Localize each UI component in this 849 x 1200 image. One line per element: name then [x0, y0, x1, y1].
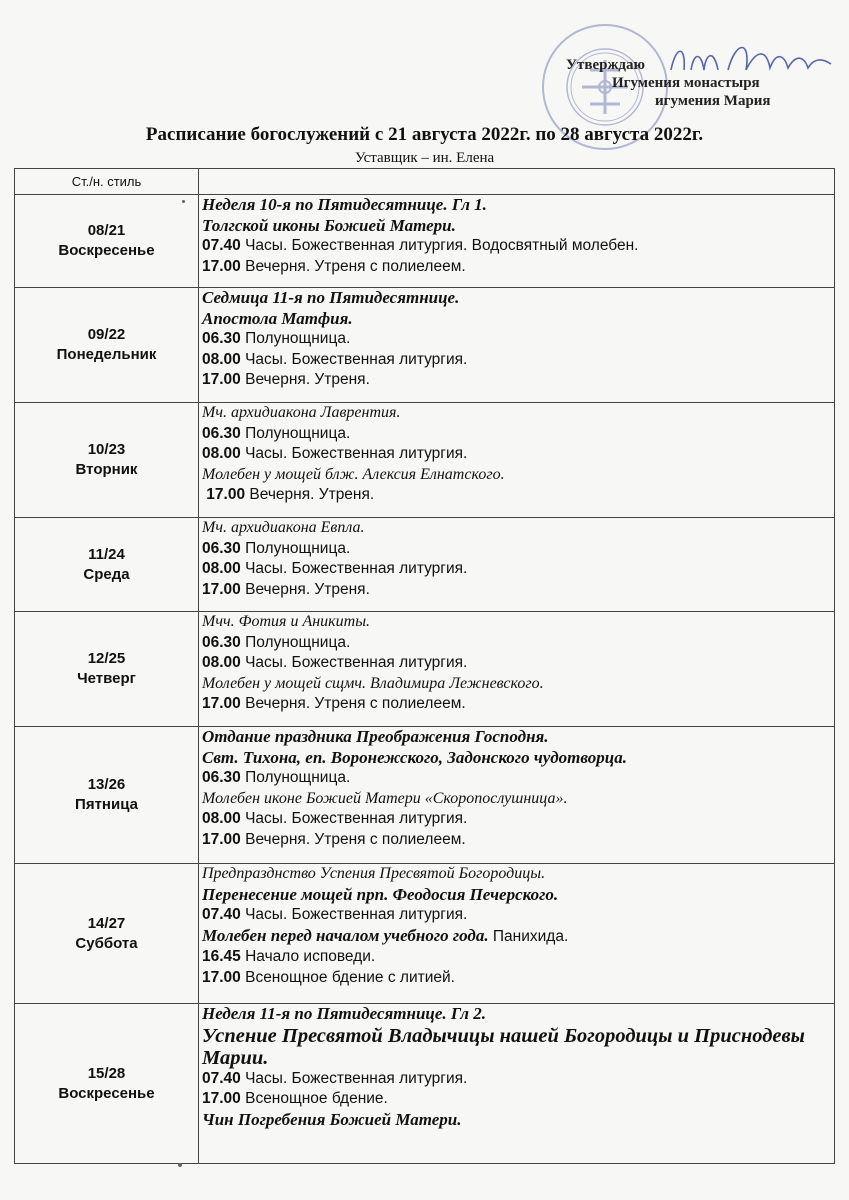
service-line	[202, 485, 834, 506]
service-time: 17.00	[202, 371, 241, 388]
table-row	[15, 727, 835, 864]
table-row	[15, 1004, 835, 1164]
service-line	[202, 424, 834, 445]
service-time: 17.00	[202, 1090, 241, 1107]
services-cell	[199, 403, 835, 518]
approval-block	[560, 56, 820, 110]
service-time: 07.40	[202, 1069, 241, 1087]
service-text: Панихида.	[488, 927, 569, 945]
day-cell	[15, 864, 199, 1004]
feast-line: Неделя 10-я по Пятидесятнице. Гл 1.	[202, 195, 487, 214]
approval-line-3: игумения Мария	[655, 93, 771, 109]
feast-line: Свт. Тихона, еп. Воронежского, Задонского чудотворца.	[202, 747, 627, 767]
service-bold-text: Молебен перед началом учебного года.	[202, 925, 489, 945]
service-text: Часы. Божественная литургия.	[240, 445, 468, 462]
page-title: Расписание богослужений с 21 августа 2022г. по 28 августа 2022г.	[145, 124, 704, 145]
commemoration-line: Молебен у мощей блж. Алексия Елнатского.	[202, 465, 505, 483]
service-line	[202, 905, 834, 926]
service-line	[202, 1089, 834, 1110]
service-text: Часы. Божественная литургия.	[240, 350, 468, 368]
service-time: 08.00	[202, 560, 241, 577]
service-text: Начало исповеди.	[240, 948, 376, 965]
commemoration-line: Молебен у мощей сщмч. Владимира Лежневского.	[202, 674, 544, 692]
weekday-label: Воскресенье	[58, 242, 155, 259]
day-cell	[15, 612, 199, 727]
service-text: Вечерня. Утреня.	[240, 371, 370, 388]
service-time: 17.00	[202, 486, 246, 503]
service-text: Вечерня. Утреня с полиелеем.	[240, 695, 466, 712]
service-text: Часы. Божественная литургия.	[240, 810, 468, 827]
commemoration-line: Мч. архидиакона Лаврентия.	[202, 404, 401, 421]
service-line	[202, 830, 834, 851]
feast-line-large: Успение Пресвятой Владычицы нашей Богородицы и Приснодевы Марии.	[202, 1024, 805, 1069]
service-time: 08.00	[202, 810, 241, 827]
service-line	[202, 633, 834, 654]
service-text: Часы. Божественная литургия.	[240, 1069, 468, 1087]
table-row	[15, 612, 835, 727]
date-label: 11/24	[88, 545, 125, 563]
service-text: Полунощница.	[240, 424, 351, 442]
service-text: Часы. Божественная литургия.	[240, 654, 468, 671]
table-row	[15, 288, 835, 403]
header-blank-cell	[199, 169, 835, 195]
date-label: 09/22	[87, 326, 126, 343]
day-cell	[15, 1004, 199, 1164]
service-time: 06.30	[202, 539, 241, 557]
service-line	[202, 257, 834, 278]
service-line	[202, 559, 834, 580]
weekday-label: Пятница	[75, 796, 138, 813]
service-text: Всенощное бдение с литией.	[240, 968, 455, 986]
approval-line-2: Игумения монастыря	[612, 75, 760, 91]
service-time: 06.30	[202, 330, 241, 347]
service-line	[202, 350, 834, 371]
service-time: 07.40	[202, 237, 241, 254]
service-line	[202, 370, 834, 391]
service-line	[202, 539, 834, 560]
commemoration-line: Мч. архидиакона Евпла.	[202, 519, 365, 536]
services-cell	[199, 727, 835, 864]
weekday-label: Среда	[83, 565, 130, 583]
commemoration-line: Мчч. Фотия и Аникиты.	[202, 613, 371, 630]
day-cell	[15, 195, 199, 288]
service-line	[202, 444, 834, 465]
services-cell	[199, 288, 835, 403]
table-header-row	[15, 169, 835, 195]
service-text: Вечерня. Утреня с полиелеем.	[240, 830, 466, 848]
service-line	[202, 1069, 834, 1090]
service-time: 17.00	[202, 580, 241, 598]
service-time: 06.30	[202, 424, 241, 442]
day-cell	[15, 518, 199, 612]
service-text: Вечерня. Утреня с полиелеем.	[240, 257, 466, 275]
commemoration-line: Молебен иконе Божией Матери «Скоропослушница».	[202, 789, 568, 807]
service-line	[202, 653, 834, 674]
services-cell	[199, 612, 835, 727]
service-text: Полунощница.	[240, 769, 351, 786]
service-line	[202, 809, 834, 830]
table-row	[15, 195, 835, 288]
service-time: 08.00	[202, 350, 241, 368]
table-row	[15, 864, 835, 1004]
service-text: Часы. Божественная литургия.	[240, 906, 468, 923]
table-row	[15, 518, 835, 612]
service-time: 07.40	[202, 906, 241, 923]
service-time: 17.00	[202, 257, 241, 275]
service-line	[202, 580, 834, 601]
date-label: 08/21	[87, 222, 126, 239]
day-cell	[15, 288, 199, 403]
feast-line: Апостола Матфия.	[202, 308, 353, 328]
service-text: Полунощница.	[240, 539, 351, 557]
approval-line-1: Утверждаю	[566, 57, 645, 73]
service-time: 17.00	[202, 695, 241, 712]
weekday-label: Понедельник	[56, 346, 157, 363]
ustavshchik-line: Уставщик – ин. Елена	[354, 150, 495, 166]
service-time: 06.30	[202, 769, 241, 786]
service-line	[202, 236, 834, 257]
weekday-label: Суббота	[75, 934, 138, 952]
schedule-table	[14, 168, 835, 1164]
services-cell	[199, 195, 835, 288]
service-time: 16.45	[202, 948, 241, 965]
feast-line: Перенесение мощей прп. Феодосия Печерского.	[202, 884, 559, 904]
service-line	[202, 968, 834, 989]
service-text: Вечерня. Утреня.	[245, 486, 375, 503]
weekday-label: Вторник	[75, 461, 138, 478]
service-time: 17.00	[202, 830, 241, 848]
service-text: Полунощница.	[240, 633, 351, 651]
date-label: 14/27	[87, 914, 126, 932]
service-line	[202, 329, 834, 350]
service-text: Всенощное бдение.	[240, 1090, 388, 1107]
table-row	[15, 403, 835, 518]
service-line	[202, 768, 834, 789]
feast-line: Неделя 11-я по Пятидесятнице. Гл 2.	[202, 1004, 486, 1023]
date-label: 12/25	[87, 650, 126, 667]
service-text: Вечерня. Утреня.	[240, 580, 370, 598]
day-cell	[15, 727, 199, 864]
service-time: 08.00	[202, 445, 241, 462]
scan-speck	[182, 200, 185, 203]
date-label: 13/26	[87, 776, 126, 793]
date-label: 10/23	[87, 441, 126, 458]
feast-line: Чин Погребения Божией Матери.	[202, 1109, 462, 1129]
feast-line: Отдание праздника Преображения Господня.	[202, 727, 549, 746]
services-cell	[199, 518, 835, 612]
service-time: 06.30	[202, 633, 241, 651]
weekday-label: Четверг	[77, 670, 136, 687]
day-cell	[15, 403, 199, 518]
commemoration-line: Предпразднство Успения Пресвятой Богородицы.	[202, 865, 546, 882]
service-text: Часы. Божественная литургия.	[240, 560, 468, 577]
date-label: 15/28	[87, 1064, 126, 1082]
service-line	[202, 926, 834, 948]
scan-speck	[178, 1163, 182, 1167]
header-style-cell: Ст./н. стиль	[15, 169, 199, 195]
service-time: 17.00	[202, 968, 241, 986]
service-line	[202, 694, 834, 715]
feast-line: Седмица 11-я по Пятидесятнице.	[202, 288, 460, 307]
service-time: 08.00	[202, 654, 241, 671]
service-text: Полунощница.	[240, 330, 351, 347]
service-line	[202, 947, 834, 968]
weekday-label: Воскресенье	[58, 1084, 155, 1102]
feast-line: Толгской иконы Божией Матери.	[202, 215, 456, 235]
services-cell	[199, 1004, 835, 1164]
services-cell	[199, 864, 835, 1004]
service-text: Часы. Божественная литургия. Водосвятный молебен.	[240, 237, 639, 254]
